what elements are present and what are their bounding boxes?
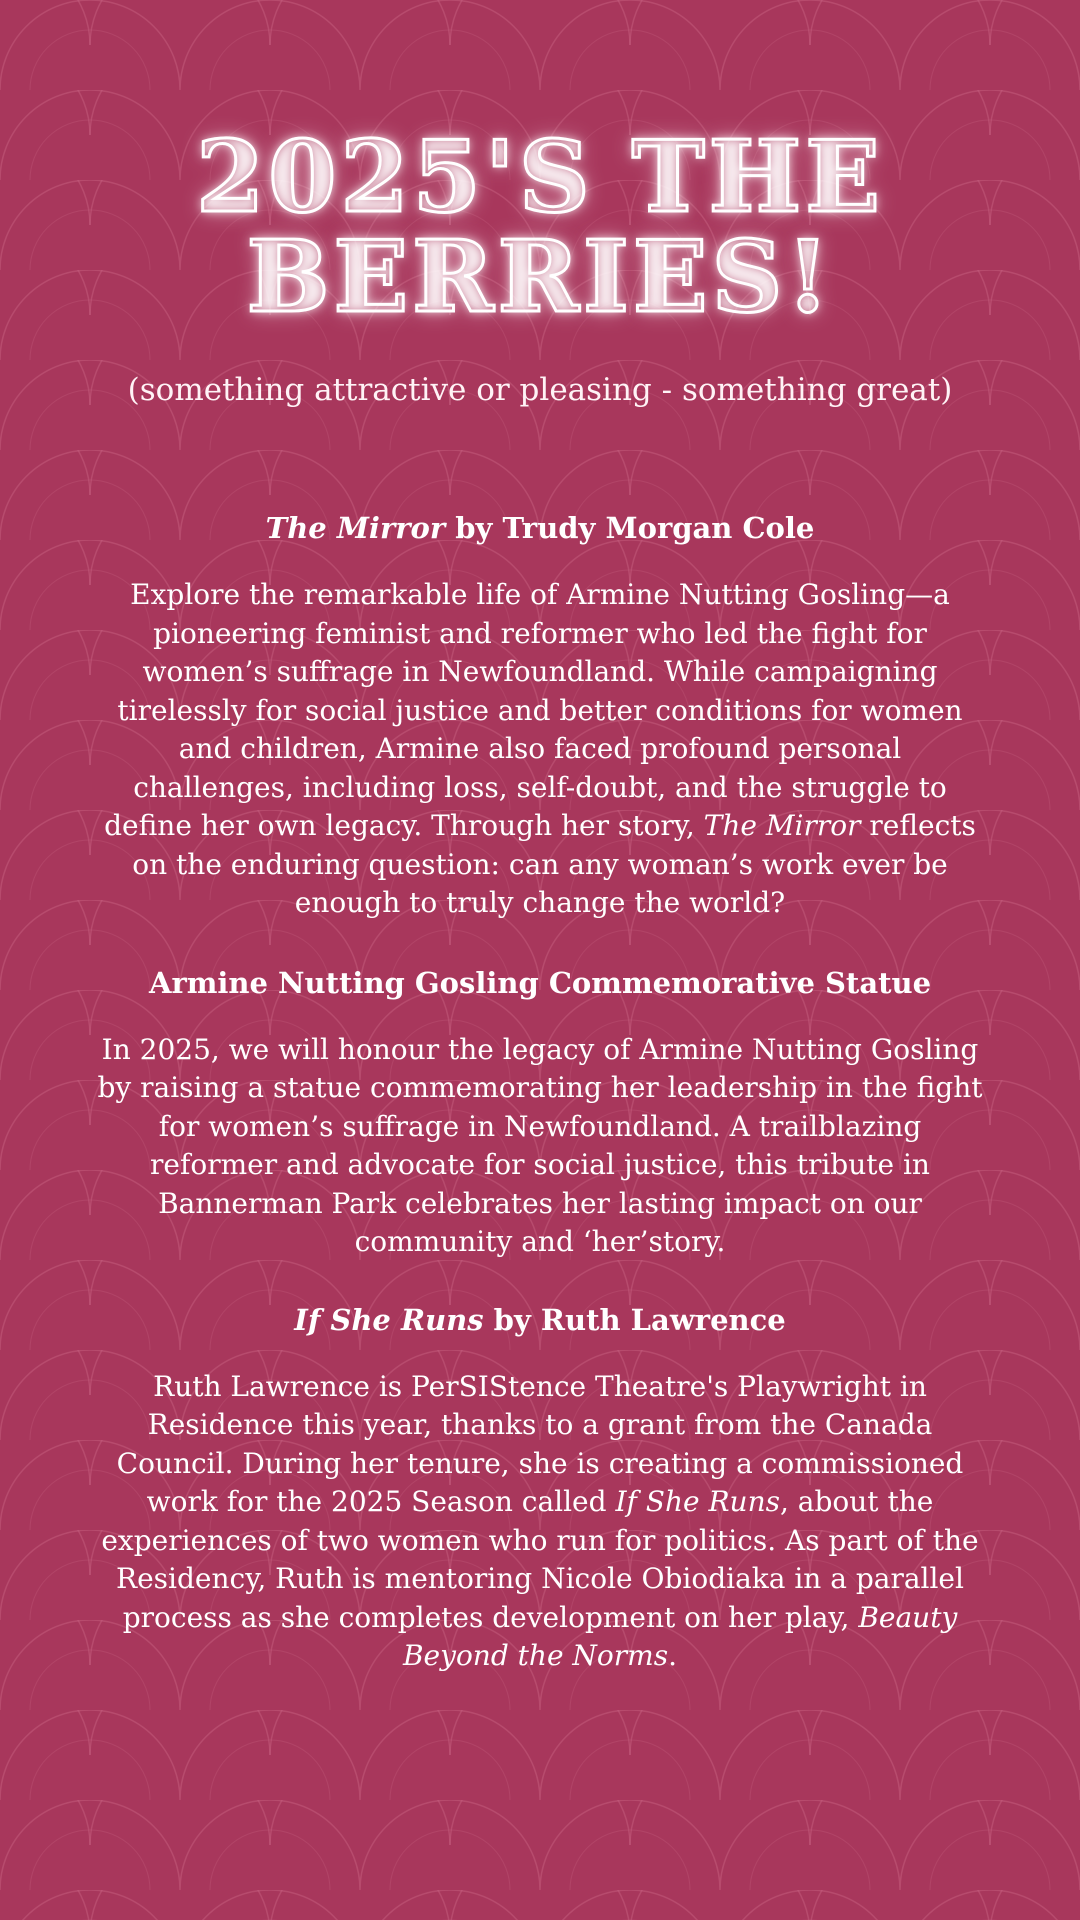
section-heading [96,508,984,548]
work-title-inline: Beauty Beyond the Norms [402,1600,958,1672]
work-title-inline: If She Runs [615,1485,780,1518]
section-description [96,1368,984,1676]
description-text: , about the experiences of two women who run for politics. As part of the Residency, Ruth is mentoring Nicole Obiodiaka in a parallel process as she completes development on her play, [101,1485,979,1634]
section-the-mirror [96,508,984,923]
work-title: If She Runs [294,1302,484,1337]
section-heading: Armine Nutting Gosling Commemorative Statue [148,965,932,1000]
section-commemorative-statue [96,963,984,1262]
author-byline: by Ruth Lawrence [483,1302,786,1337]
description-text: . [668,1639,677,1672]
description-text: Explore the remarkable life of Armine Nutting Gosling—a pioneering feminist and reformer who led the fight for women’s suffrage in Newfoundland. While campaigning tirelessly for social justice and better conditions for women and children, Armine also faced profound personal challenges, including loss, self-doubt, and the struggle to define her own legacy. Through her story, [104,578,963,842]
author-byline: by Trudy Morgan Cole [445,511,815,545]
section-heading [96,1300,984,1340]
page-title [96,0,984,335]
section-if-she-runs [96,1300,984,1676]
page-title-line-1: 2025'S THE [196,120,884,235]
section-description [96,576,984,923]
work-title: The Mirror [265,511,446,545]
page-subtitle: (something attractive or pleasing - something great) [127,372,953,408]
description-text: Ruth Lawrence is PerSIStence Theatre's Playwright in Residence this year, thanks to a grant from the Canada Council. During her tenure, she is creating a commissioned work for the 2025 Season called [116,1369,964,1518]
section-description: In 2025, we will honour the legacy of Armine Nutting Gosling by raising a statue commemorating her leadership in the fight for women’s suffrage in Newfoundland. A trailblazing reformer and advocate for social justice, this tribute in Bannerman Park celebrates her lasting impact on our community and ‘her’story. [97,1032,983,1258]
page-title-line-2: BERRIES! [246,220,834,335]
work-title-inline: The Mirror [703,809,861,842]
description-text: reflects on the enduring question: can any woman’s work ever be enough to truly change the world? [132,809,976,919]
